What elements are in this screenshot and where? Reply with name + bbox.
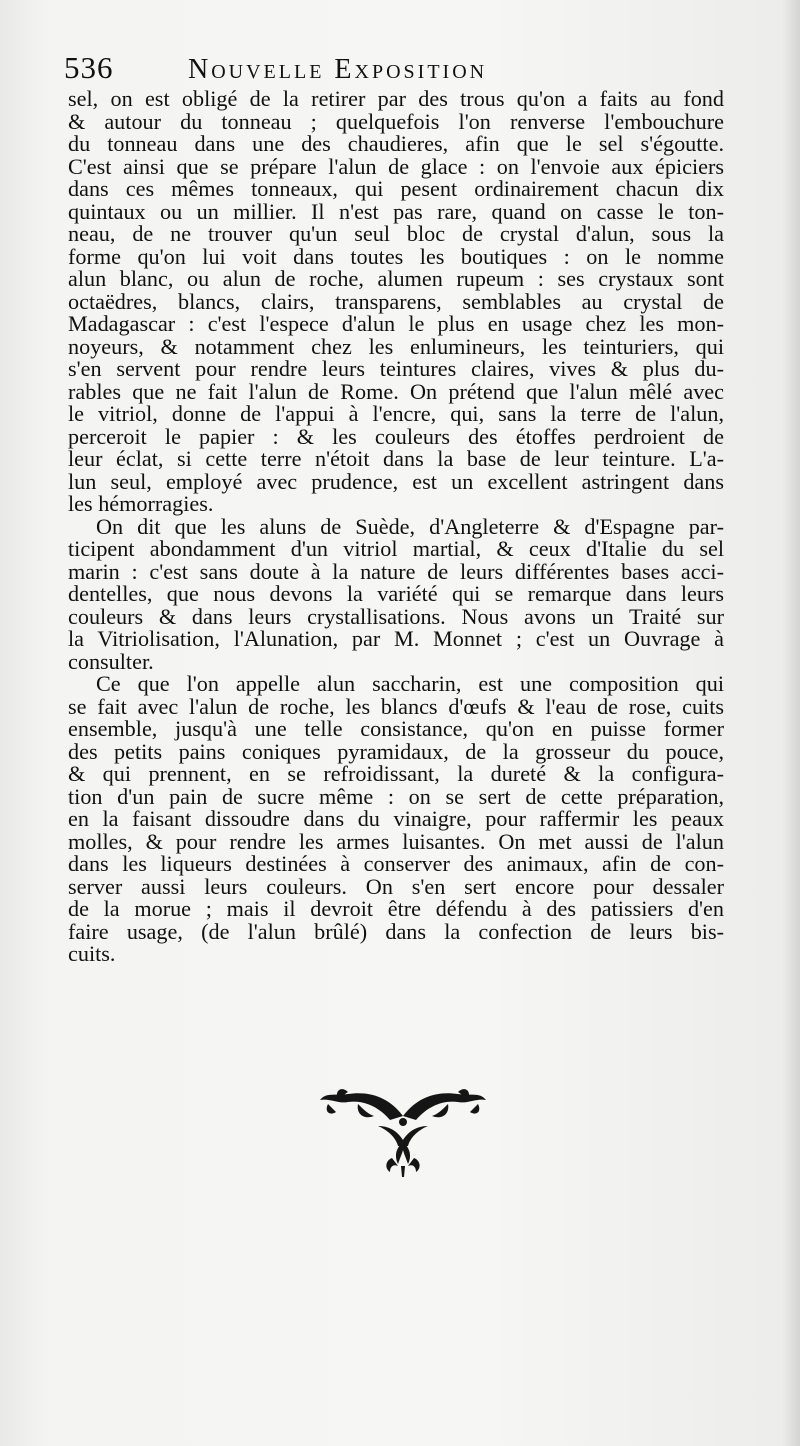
text-line: On dit que les aluns de Suède, d'Angleterre & d'Espagne par- [96, 513, 724, 539]
text-line: ensemble, jusqu'à une telle consistance, qu'on en puisse former [68, 716, 724, 741]
text-line: Madagascar : c'est l'espece d'alun le plus en usage chez les mon- [68, 311, 724, 336]
text-line: sel, on est obligé de la retirer par des trous qu'on a faits au fond [68, 86, 724, 111]
text-line: C'est ainsi que se prépare l'alun de glace : on l'envoie aux épiciers [68, 153, 724, 179]
text-line: des petits pains coniques pyramidaux, de la grosseur du pouce, [68, 738, 724, 764]
page-number: 536 [64, 50, 114, 85]
text-line: marin : c'est sans doute à la nature de leurs différentes bases acci- [68, 558, 724, 584]
text-line: dentelles, que nous devons la variété qui se remarque dans leurs [68, 581, 724, 606]
page-header [64, 50, 624, 90]
text-line: cuits. [68, 941, 116, 966]
page-gutter-shadow [782, 0, 800, 1446]
text-line: les hémorragies. [68, 491, 214, 516]
text-line: la Vitriolisation, l'Alunation, par M. Monnet ; c'est un Ouvrage à [68, 626, 724, 651]
text-line: du tonneau dans une des chaudieres, afin que le sel s'égoutte. [68, 131, 724, 156]
text-line: rables que ne fait l'alun de Rome. On prétend que l'alun mêlé avec [68, 378, 724, 404]
text-line: faire usage, (de l'alun brûlé) dans la confection de leurs bis- [68, 918, 724, 944]
text-line: leur éclat, si cette terre n'étoit dans la base de leur teinture. L'a- [68, 446, 724, 471]
floral-tailpiece-icon [318, 1086, 488, 1178]
text-line: lun seul, employé avec prudence, est un excellent astringent dans [68, 468, 724, 494]
text-line: alun blanc, ou alun de roche, alumen rupeum : ses crystaux sont [68, 266, 724, 291]
text-line: ticipent abondamment d'un vitriol martial, & ceux d'Italie du sel [68, 536, 724, 561]
text-line: perceroit le papier : & les couleurs des étoffes perdroient de [68, 423, 724, 449]
text-line: & qui prennent, en se refroidissant, la dureté & la configura- [68, 761, 724, 786]
running-head: Nouvelle Exposition [188, 54, 488, 85]
text-line: neau, de ne trouver qu'un seul bloc de crystal d'alun, sous la [68, 221, 724, 246]
text-line: dans les liqueurs destinées à conserver des animaux, afin de con- [68, 851, 724, 876]
text-line: octaëdres, blancs, clairs, transparens, semblables au crystal de [68, 288, 724, 314]
text-line: consulter. [68, 648, 154, 674]
text-line: molles, & pour rendre les armes luisantes. On met aussi de l'alun [68, 828, 724, 854]
text-line: server aussi leurs couleurs. On s'en sert encore pour dessaler [68, 873, 724, 899]
body-text [68, 88, 724, 966]
text-line: se fait avec l'alun de roche, les blancs d'œufs & l'eau de rose, cuits [68, 693, 724, 719]
text-line: & autour du tonneau ; quelquefois l'on renverse l'embouchure [68, 108, 724, 134]
text-line: le vitriol, donne de l'appui à l'encre, qui, sans la terre de l'alun, [68, 401, 724, 426]
text-line: en la faisant dissoudre dans du vinaigre, pour raffermir les peaux [68, 806, 724, 831]
text-line: de la morue ; mais il devroit être défendu à des patissiers d'en [68, 896, 724, 921]
text-line: s'en servent pour rendre leurs teintures claires, vives & plus du- [68, 356, 724, 381]
text-line: couleurs & dans leurs crystallisations. Nous avons un Traité sur [68, 603, 724, 629]
text-line: forme qu'on lui voit dans toutes les boutiques : on le nomme [68, 243, 724, 269]
text-line: Ce que l'on appelle alun saccharin, est une composition qui [96, 671, 724, 696]
text-line: dans ces mêmes tonneaux, qui pesent ordinairement chacun dix [68, 176, 724, 201]
text-line: tion d'un pain de sucre même : on se sert de cette préparation, [68, 783, 724, 809]
text-line: quintaux ou un millier. Il n'est pas rare, quand on casse le ton- [68, 198, 724, 224]
text-line: noyeurs, & notamment chez les enlumineurs, les teinturiers, qui [68, 333, 724, 359]
